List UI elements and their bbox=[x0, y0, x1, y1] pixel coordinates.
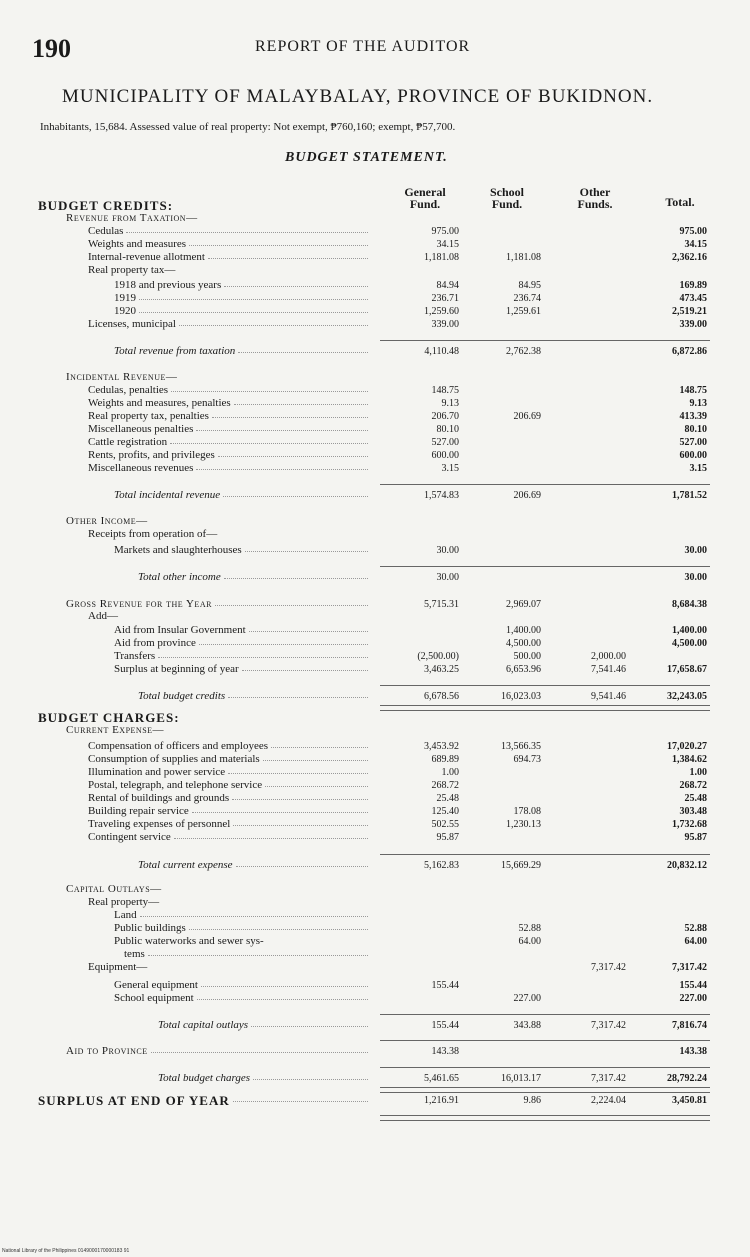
leader-dots bbox=[189, 245, 368, 246]
leader-dots bbox=[233, 1101, 368, 1102]
other-funds-value: 7,317.42 bbox=[591, 1020, 626, 1031]
school-fund-value: 500.00 bbox=[513, 651, 541, 662]
general-fund-value: 5,162.83 bbox=[424, 860, 459, 871]
school-fund-value: 1,181.08 bbox=[506, 252, 541, 263]
table-row bbox=[0, 252, 750, 263]
general-fund-value: 600.00 bbox=[431, 450, 459, 461]
general-fund-value: 155.44 bbox=[431, 1020, 459, 1031]
school-fund-value: 694.73 bbox=[513, 754, 541, 765]
table-row bbox=[0, 265, 750, 276]
table-row bbox=[0, 280, 750, 291]
row-label: Cedulas, penalties bbox=[88, 384, 169, 396]
library-footer: National Library of the Philippines 0149000170000183 91 bbox=[2, 1248, 130, 1254]
row-label: 1918 and previous years bbox=[114, 279, 222, 291]
row-label: Weights and measures, penalties bbox=[88, 397, 231, 409]
row-label: Total other income bbox=[138, 571, 221, 583]
total-value: 9.13 bbox=[689, 398, 707, 409]
total-value: 2,362.16 bbox=[672, 252, 707, 263]
row-label: Transfers bbox=[114, 650, 156, 662]
general-fund-value: 1,216.91 bbox=[424, 1095, 459, 1106]
general-fund-value: 1.00 bbox=[441, 767, 459, 778]
total-value: 25.48 bbox=[684, 793, 707, 804]
general-fund-value: 975.00 bbox=[431, 226, 459, 237]
table-row bbox=[0, 319, 750, 330]
other-funds-value: 2,000.00 bbox=[591, 651, 626, 662]
table-row bbox=[0, 239, 750, 250]
leader-dots bbox=[249, 631, 368, 632]
leader-dots bbox=[236, 866, 368, 867]
total-value: 527.00 bbox=[679, 437, 707, 448]
school-fund-value: 9.86 bbox=[523, 1095, 541, 1106]
total-value: 1,400.00 bbox=[672, 625, 707, 636]
row-label: Gross Revenue for the Year bbox=[66, 598, 212, 610]
table-row bbox=[0, 993, 750, 1004]
row-label: 1920 bbox=[114, 305, 136, 317]
row-label: Public buildings bbox=[114, 922, 186, 934]
row-label: SURPLUS AT END OF YEAR bbox=[38, 1093, 230, 1108]
row-label: Total revenue from taxation bbox=[114, 345, 236, 357]
column-header-line: Funds. bbox=[577, 197, 613, 211]
inhabitants-label: Inhabitants, bbox=[40, 121, 92, 133]
row-label: tems bbox=[124, 948, 145, 960]
table-row bbox=[0, 962, 750, 973]
table-row bbox=[0, 1095, 750, 1106]
table-row bbox=[0, 529, 750, 540]
leader-dots bbox=[228, 773, 368, 774]
total-value: 169.89 bbox=[679, 280, 707, 291]
other-funds-value: 2,224.04 bbox=[591, 1095, 626, 1106]
row-label: Total current expense bbox=[138, 859, 233, 871]
municipality-title: MUNICIPALITY OF MALAYBALAY, PROVINCE OF BUKIDNON. bbox=[62, 86, 654, 107]
school-fund-value: 236.74 bbox=[513, 293, 541, 304]
table-row bbox=[0, 949, 750, 960]
table-row bbox=[0, 516, 750, 527]
row-label: Miscellaneous penalties bbox=[88, 423, 194, 435]
table-row bbox=[0, 398, 750, 409]
leader-dots bbox=[196, 469, 368, 470]
leader-dots bbox=[212, 417, 368, 418]
leader-dots bbox=[245, 551, 368, 552]
table-row bbox=[0, 691, 750, 702]
general-fund-value: 30.00 bbox=[436, 545, 459, 556]
assessed-value-text: Assessed value of real property: Not exempt, ₱760,160; exempt, ₱57,700. bbox=[129, 121, 456, 133]
table-row bbox=[0, 651, 750, 662]
total-value: 64.00 bbox=[684, 936, 707, 947]
row-label: Miscellaneous revenues bbox=[88, 462, 194, 474]
statement-title: BUDGET STATEMENT. bbox=[285, 150, 448, 165]
leader-dots bbox=[233, 825, 368, 826]
leader-dots bbox=[192, 812, 368, 813]
table-row bbox=[0, 754, 750, 765]
column-header-line: Fund. bbox=[491, 197, 523, 211]
subtotal-rule bbox=[380, 484, 710, 485]
row-label: Cedulas bbox=[88, 225, 124, 237]
total-value: 80.10 bbox=[684, 424, 707, 435]
school-fund-value: 2,969.07 bbox=[506, 599, 541, 610]
school-fund-value: 15,669.29 bbox=[501, 860, 541, 871]
leader-dots bbox=[139, 312, 368, 313]
row-label: Current Expense— bbox=[66, 724, 165, 736]
row-label: Aid from province bbox=[114, 637, 196, 649]
total-value: 3.15 bbox=[689, 463, 707, 474]
subtotal-rule bbox=[380, 340, 710, 341]
total-value: 7,317.42 bbox=[672, 962, 707, 973]
table-row bbox=[0, 385, 750, 396]
leader-dots bbox=[265, 786, 368, 787]
row-label: Capital Outlays— bbox=[66, 883, 162, 895]
subtotal-rule bbox=[380, 854, 710, 855]
row-label: Total budget charges bbox=[158, 1072, 251, 1084]
table-row bbox=[0, 712, 750, 723]
general-fund-value: 25.48 bbox=[436, 793, 459, 804]
school-fund-value: 2,762.38 bbox=[506, 346, 541, 357]
leader-dots bbox=[215, 605, 368, 606]
table-row bbox=[0, 910, 750, 921]
page-number: 190 bbox=[32, 34, 71, 63]
leader-dots bbox=[232, 799, 368, 800]
leader-dots bbox=[208, 258, 368, 259]
total-value: 473.45 bbox=[679, 293, 707, 304]
inhabitants-value: 15,684. bbox=[94, 121, 128, 133]
row-label: Total capital outlays bbox=[158, 1019, 249, 1031]
general-fund-value: 143.38 bbox=[431, 1046, 459, 1057]
leader-dots bbox=[196, 430, 368, 431]
total-value: 1.00 bbox=[689, 767, 707, 778]
total-value: 143.38 bbox=[679, 1046, 707, 1057]
leader-dots bbox=[170, 443, 368, 444]
other-funds-value: 7,317.42 bbox=[591, 1073, 626, 1084]
leader-dots bbox=[151, 1052, 368, 1053]
school-fund-value: 52.88 bbox=[518, 923, 541, 934]
school-fund-value: 64.00 bbox=[518, 936, 541, 947]
running-title: REPORT OF THE AUDITOR bbox=[255, 38, 471, 55]
leader-dots bbox=[242, 670, 368, 671]
table-row bbox=[0, 226, 750, 237]
subtotal-rule bbox=[380, 1067, 710, 1068]
total-value: 6,872.86 bbox=[672, 346, 707, 357]
leader-dots bbox=[189, 929, 368, 930]
row-label: General equipment bbox=[114, 979, 198, 991]
table-row bbox=[0, 490, 750, 501]
total-value: 34.15 bbox=[684, 239, 707, 250]
general-fund-value: 3.15 bbox=[441, 463, 459, 474]
leader-dots bbox=[224, 286, 368, 287]
general-fund-value: 689.89 bbox=[431, 754, 459, 765]
row-label: Traveling expenses of personnel bbox=[88, 818, 231, 830]
general-fund-value: 236.71 bbox=[431, 293, 459, 304]
table-row bbox=[0, 897, 750, 908]
total-value: 339.00 bbox=[679, 319, 707, 330]
general-fund-value: 84.94 bbox=[436, 280, 459, 291]
row-label: Land bbox=[114, 909, 137, 921]
total-value: 1,732.68 bbox=[672, 819, 707, 830]
total-double-rule bbox=[380, 1087, 710, 1093]
school-fund-value: 1,400.00 bbox=[506, 625, 541, 636]
table-row bbox=[0, 741, 750, 752]
general-fund-value: 268.72 bbox=[431, 780, 459, 791]
total-value: 95.87 bbox=[684, 832, 707, 843]
table-row bbox=[0, 923, 750, 934]
other-funds-value: 7,317.42 bbox=[591, 962, 626, 973]
general-fund-value: 1,259.60 bbox=[424, 306, 459, 317]
total-value: 28,792.24 bbox=[667, 1073, 707, 1084]
subtotal-rule bbox=[380, 685, 710, 686]
table-row bbox=[0, 793, 750, 804]
table-row bbox=[0, 884, 750, 895]
table-row bbox=[0, 1020, 750, 1031]
row-label: BUDGET CREDITS: bbox=[38, 198, 174, 213]
table-row bbox=[0, 980, 750, 991]
row-label: Consumption of supplies and materials bbox=[88, 753, 260, 765]
total-value: 8,684.38 bbox=[672, 599, 707, 610]
general-fund-value: 1,181.08 bbox=[424, 252, 459, 263]
general-fund-value: 4,110.48 bbox=[424, 346, 459, 357]
general-fund-value: 1,574.83 bbox=[424, 490, 459, 501]
general-fund-value: 80.10 bbox=[436, 424, 459, 435]
leader-dots bbox=[238, 352, 368, 353]
row-label: Real property tax— bbox=[88, 264, 176, 276]
school-fund-value: 4,500.00 bbox=[506, 638, 541, 649]
leader-dots bbox=[171, 391, 368, 392]
general-fund-value: 339.00 bbox=[431, 319, 459, 330]
leader-dots bbox=[224, 578, 368, 579]
row-label: Building repair service bbox=[88, 805, 189, 817]
table-row bbox=[0, 780, 750, 791]
row-label: Receipts from operation of— bbox=[88, 528, 218, 540]
total-value: 155.44 bbox=[679, 980, 707, 991]
row-label: Weights and measures bbox=[88, 238, 187, 250]
row-label: Surplus at beginning of year bbox=[114, 663, 239, 675]
general-fund-value: 9.13 bbox=[441, 398, 459, 409]
table-row bbox=[0, 806, 750, 817]
school-fund-value: 343.88 bbox=[513, 1020, 541, 1031]
table-row bbox=[0, 346, 750, 357]
table-row bbox=[0, 819, 750, 830]
leader-dots bbox=[174, 838, 368, 839]
total-value: 3,450.81 bbox=[672, 1095, 707, 1106]
row-label: BUDGET CHARGES: bbox=[38, 710, 180, 725]
row-label: Rental of buildings and grounds bbox=[88, 792, 230, 804]
row-label: Other Income— bbox=[66, 515, 148, 527]
table-row bbox=[0, 437, 750, 448]
table-row bbox=[0, 463, 750, 474]
row-label: Total incidental revenue bbox=[114, 489, 221, 501]
leader-dots bbox=[201, 986, 368, 987]
table-row bbox=[0, 936, 750, 947]
row-label: Incidental Revenue— bbox=[66, 371, 178, 383]
table-row bbox=[0, 664, 750, 675]
total-value: 30.00 bbox=[684, 545, 707, 556]
general-fund-value: 5,461.65 bbox=[424, 1073, 459, 1084]
leader-dots bbox=[179, 325, 368, 326]
row-label: Public waterworks and sewer sys- bbox=[114, 935, 264, 947]
leader-dots bbox=[271, 747, 368, 748]
school-fund-value: 6,653.96 bbox=[506, 664, 541, 675]
row-label: Real property tax, penalties bbox=[88, 410, 209, 422]
total-value: 975.00 bbox=[679, 226, 707, 237]
total-value: 1,781.52 bbox=[672, 490, 707, 501]
total-value: 17,020.27 bbox=[667, 741, 707, 752]
column-header-line: General bbox=[404, 185, 446, 199]
row-label: Real property— bbox=[88, 896, 160, 908]
row-label: Contingent service bbox=[88, 831, 171, 843]
leader-dots bbox=[234, 404, 368, 405]
total-value: 32,243.05 bbox=[667, 691, 707, 702]
total-value: 4,500.00 bbox=[672, 638, 707, 649]
leader-dots bbox=[218, 456, 368, 457]
general-fund-value: 6,678.56 bbox=[424, 691, 459, 702]
table-row bbox=[0, 599, 750, 610]
total-value: 413.39 bbox=[679, 411, 707, 422]
general-fund-value: 3,453.92 bbox=[424, 741, 459, 752]
other-funds-value: 7,541.46 bbox=[591, 664, 626, 675]
table-row bbox=[0, 293, 750, 304]
row-label: Add— bbox=[88, 610, 118, 622]
leader-dots bbox=[148, 955, 368, 956]
table-row bbox=[0, 625, 750, 636]
row-label: Revenue from Taxation— bbox=[66, 212, 198, 224]
general-fund-value: 125.40 bbox=[431, 806, 459, 817]
leader-dots bbox=[251, 1026, 368, 1027]
leader-dots bbox=[139, 299, 368, 300]
row-label: Compensation of officers and employees bbox=[88, 740, 269, 752]
row-label: Total budget credits bbox=[138, 690, 226, 702]
school-fund-value: 1,259.61 bbox=[506, 306, 541, 317]
general-fund-value: 527.00 bbox=[431, 437, 459, 448]
row-label: Equipment— bbox=[88, 961, 148, 973]
table-row bbox=[0, 1073, 750, 1084]
school-fund-value: 227.00 bbox=[513, 993, 541, 1004]
column-header-line: School bbox=[489, 185, 524, 199]
column-header-line: Other bbox=[579, 185, 611, 199]
row-label: School equipment bbox=[114, 992, 194, 1004]
leader-dots bbox=[223, 496, 368, 497]
school-fund-value: 206.69 bbox=[513, 490, 541, 501]
leader-dots bbox=[197, 999, 368, 1000]
leader-dots bbox=[263, 760, 368, 761]
row-label: Licenses, municipal bbox=[88, 318, 176, 330]
total-value: 7,816.74 bbox=[672, 1020, 707, 1031]
column-header-line: Total. bbox=[665, 195, 695, 209]
total-value: 600.00 bbox=[679, 450, 707, 461]
general-fund-value: 95.87 bbox=[436, 832, 459, 843]
total-value: 268.72 bbox=[679, 780, 707, 791]
general-fund-value: 5,715.31 bbox=[424, 599, 459, 610]
row-label: Aid from Insular Government bbox=[114, 624, 246, 636]
subtotal-rule bbox=[380, 1040, 710, 1041]
table-row bbox=[0, 213, 750, 224]
inhabitants-line bbox=[40, 121, 455, 133]
total-value: 2,519.21 bbox=[672, 306, 707, 317]
leader-dots bbox=[158, 657, 368, 658]
total-value: 227.00 bbox=[679, 993, 707, 1004]
general-fund-value: 502.55 bbox=[431, 819, 459, 830]
total-value: 52.88 bbox=[684, 923, 707, 934]
row-label: Cattle registration bbox=[88, 436, 168, 448]
row-label: Illumination and power service bbox=[88, 766, 226, 778]
leader-dots bbox=[126, 232, 368, 233]
total-value: 20,832.12 bbox=[667, 860, 707, 871]
row-label: Markets and slaughterhouses bbox=[114, 544, 242, 556]
leader-dots bbox=[253, 1079, 368, 1080]
school-fund-value: 206.69 bbox=[513, 411, 541, 422]
table-row bbox=[0, 832, 750, 843]
total-value: 1,384.62 bbox=[672, 754, 707, 765]
table-row bbox=[0, 545, 750, 556]
total-value: 148.75 bbox=[679, 385, 707, 396]
general-fund-value: 148.75 bbox=[431, 385, 459, 396]
other-funds-value: 9,541.46 bbox=[591, 691, 626, 702]
school-fund-value: 84.95 bbox=[518, 280, 541, 291]
leader-dots bbox=[140, 916, 368, 917]
table-row bbox=[0, 572, 750, 583]
table-row bbox=[0, 725, 750, 736]
total-double-rule bbox=[380, 1115, 710, 1121]
table-row bbox=[0, 424, 750, 435]
general-fund-value: 155.44 bbox=[431, 980, 459, 991]
table-row bbox=[0, 767, 750, 778]
row-label: Aid to Province bbox=[66, 1045, 148, 1057]
general-fund-value: 3,463.25 bbox=[424, 664, 459, 675]
table-row bbox=[0, 1046, 750, 1057]
table-row bbox=[0, 611, 750, 622]
general-fund-value: 34.15 bbox=[436, 239, 459, 250]
school-fund-value: 16,013.17 bbox=[501, 1073, 541, 1084]
general-fund-value: (2,500.00) bbox=[417, 651, 459, 662]
table-row bbox=[0, 306, 750, 317]
table-row bbox=[0, 638, 750, 649]
row-label: Internal-revenue allotment bbox=[88, 251, 205, 263]
general-fund-value: 206.70 bbox=[431, 411, 459, 422]
total-double-rule bbox=[380, 705, 710, 711]
general-fund-value: 30.00 bbox=[436, 572, 459, 583]
leader-dots bbox=[228, 697, 368, 698]
table-row bbox=[0, 450, 750, 461]
total-value: 17,658.67 bbox=[667, 664, 707, 675]
row-label: Postal, telegraph, and telephone service bbox=[88, 779, 263, 791]
table-row bbox=[0, 197, 750, 213]
row-label: 1919 bbox=[114, 292, 136, 304]
school-fund-value: 178.08 bbox=[513, 806, 541, 817]
row-label: Rents, profits, and privileges bbox=[88, 449, 215, 461]
subtotal-rule bbox=[380, 1014, 710, 1015]
school-fund-value: 13,566.35 bbox=[501, 741, 541, 752]
table-row bbox=[0, 411, 750, 422]
table-row bbox=[0, 860, 750, 871]
total-value: 303.48 bbox=[679, 806, 707, 817]
leader-dots bbox=[199, 644, 368, 645]
school-fund-value: 16,023.03 bbox=[501, 691, 541, 702]
subtotal-rule bbox=[380, 566, 710, 567]
table-row bbox=[0, 372, 750, 383]
column-header-line: Fund. bbox=[409, 197, 441, 211]
total-value: 30.00 bbox=[684, 572, 707, 583]
school-fund-value: 1,230.13 bbox=[506, 819, 541, 830]
